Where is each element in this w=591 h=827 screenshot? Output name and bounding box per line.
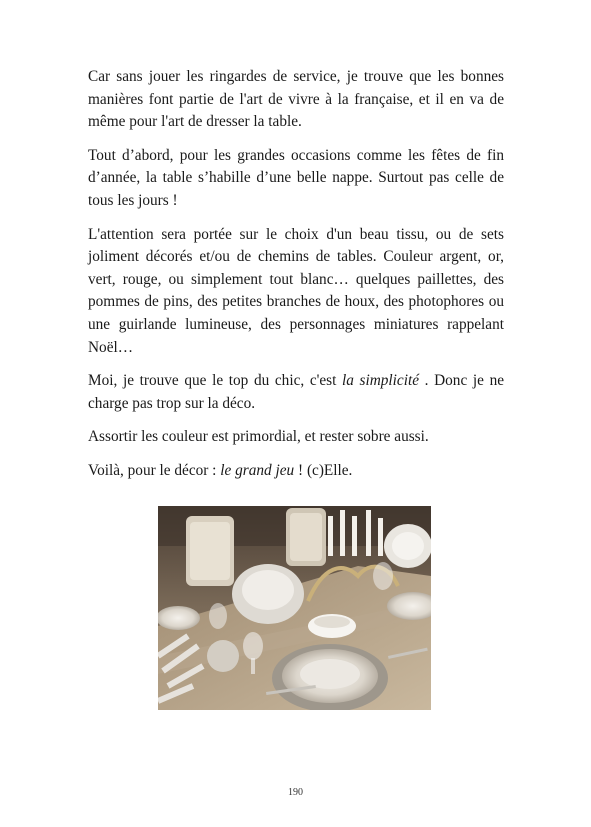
paragraph-4-text-b: . Donc je ne charge pas trop sur la déco. [88,372,505,412]
paragraph-6-text-b: ! (c)Elle. [294,461,353,479]
page-number: 190 [288,787,303,798]
paragraph-3: L'attention sera portée sur le choix d'un beau tissu, ou de sets joliment décorés et/ou de chemins de tables. Couleur argent, or, vert, rouge, ou simplement tout blanc… quelques paillettes, des pommes de pins, des petites branches de houx, des photophores ou une guirlande lumineuse, des personnages miniatures rappelant Noël… [88,225,504,356]
body-text [88,66,504,494]
paragraph-4-text-a: Moi, je trouve que le top du chic, c'est [88,372,342,390]
paragraph-4 [88,370,504,415]
paragraph-5: Assortir les couleur est primordial, et rester sobre aussi. [88,428,429,446]
paragraph-6-text-a: Voilà, pour le décor : [88,461,221,479]
paragraph-6-emphasis: le grand jeu [220,461,295,479]
paragraph-4-emphasis: la simplicité [342,372,420,390]
paragraph-2: Tout d’abord, pour les grandes occasions comme les fêtes de fin d’année, la table s’habille d’une belle nappe. Surtout pas celle de tous les jours ! [88,146,504,209]
paragraph-1: Car sans jouer les ringardes de service, je trouve que les bonnes manières font partie de l'art de vivre à la française, et il en va de même pour l'art de dresser la table. [88,68,504,131]
table-setting-photo [158,506,431,710]
paragraph-6 [88,460,504,483]
